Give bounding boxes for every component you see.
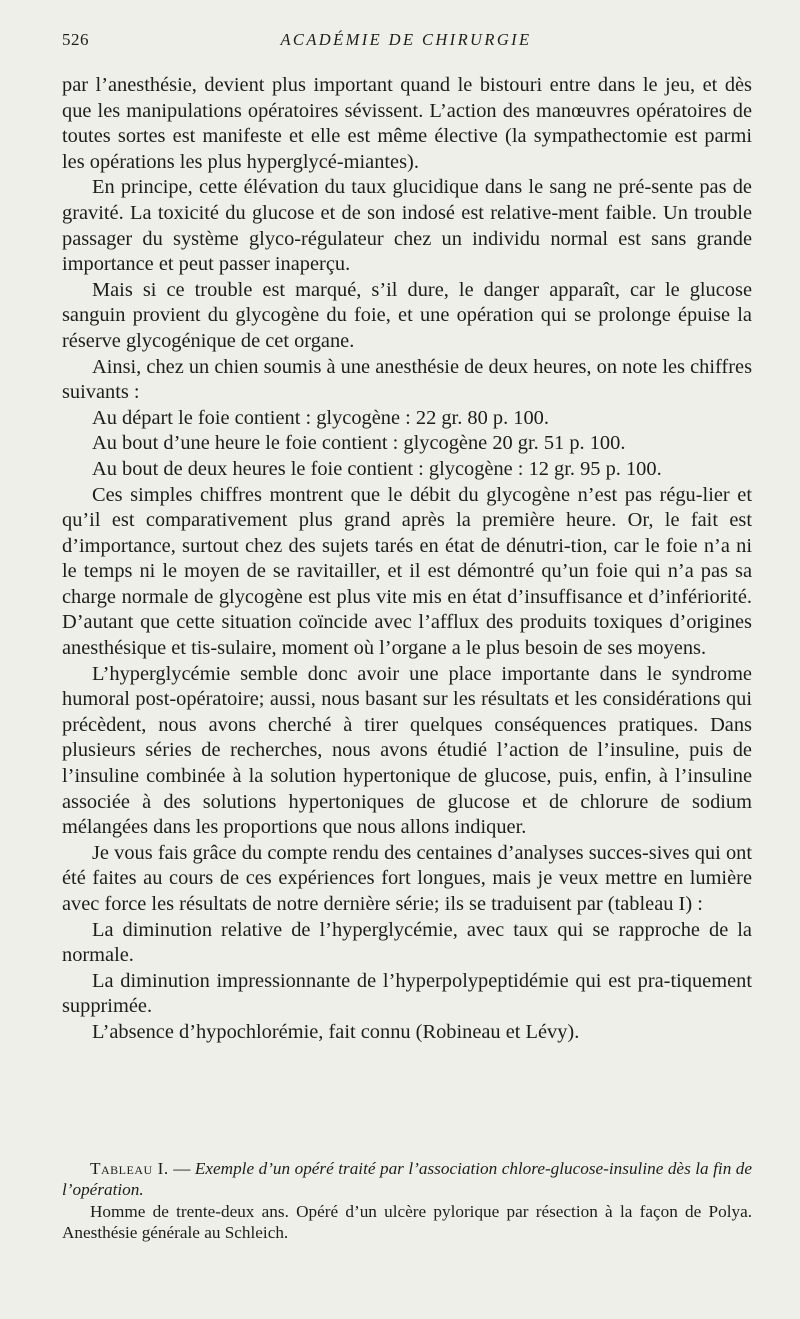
data-line: Au bout de deux heures le foie contient : glycogène : 12 gr. 95 p. 100. — [92, 457, 662, 480]
paragraph: Je vous fais grâce du compte rendu des centaines d’analyses succes-sives qui ont été faites au cours de ces expériences fort longues, mais je veux mettre en lumière avec force les résultats de notre dernière série; ils se traduisent par (tableau I) : — [62, 841, 752, 915]
paragraph: En principe, cette élévation du taux glucidique dans le sang ne pré-sente pas de gravité. La toxicité du glucose et de son indosé est relative-ment faible. Un trouble passager du système glyco-régulateur chez un individu normal est sans grande importance et peut passer inaperçu. — [62, 176, 752, 276]
running-title: ACADÉMIE DE CHIRURGIE — [280, 30, 532, 49]
caption-dash: — — [168, 1159, 195, 1178]
data-line: Au départ le foie contient : glycogène : 22 gr. 80 p. 100. — [92, 406, 549, 429]
paragraph: L’hyperglycémie semble donc avoir une place importante dans le syndrome humoral post-opératoire; aussi, nous basant sur les résultats et les considérations qui précèdent, nous avons cherché à tirer quelques conséquences pratiques. Dans plusieurs séries de recherches, nous avons étudié l’action de l’insuline, puis de l’insuline combinée à la solution hypertonique de glucose, puis, enfin, à l’insuline associée à des solutions hypertoniques de glucose et de chlorure de sodium mélangées dans les proportions que nous allons indiquer. — [62, 662, 752, 839]
table-caption — [62, 1158, 752, 1243]
paragraph: Ainsi, chez un chien soumis à une anesthésie de deux heures, on note les chiffres suivants : — [62, 355, 752, 404]
caption-label: Tableau I. — [90, 1159, 169, 1178]
caption-detail: Homme de trente-deux ans. Opéré d’un ulcère pylorique par résection à la façon de Polya. Anesthésie générale au Schleich. — [62, 1201, 752, 1242]
body-text — [62, 73, 752, 1046]
paragraph: La diminution relative de l’hyperglycémie, avec taux qui se rapproche de la normale. — [62, 918, 752, 967]
caption-heading — [62, 1158, 752, 1201]
page-number: 526 — [62, 30, 89, 49]
paragraph: par l’anesthésie, devient plus important quand le bistouri entre dans le jeu, et dès que les manipulations opératoires sévissent. L’action des manœuvres opératoires de toutes sortes est manifeste et elle est même élective (la sympathectomie est parmi les opérations les plus hyperglycé-miantes). — [62, 74, 752, 173]
page-header — [62, 30, 750, 54]
paragraph: Ces simples chiffres montrent que le débit du glycogène n’est pas régu-lier et qu’il est comparativement plus grand après la première heure. Or, le fait est d’importance, surtout chez des sujets tarés en état de dénutri-tion, car le foie n’a ni le temps ni le moyen de se ravitailler, et il est démontré qu’un foie qui n’a pas sa charge normale de glycogène est plus vite mis en état d’insuffisance et d’infériorité. D’autant que cette situation coïncide avec l’afflux des produits toxiques d’origines anesthésique et tis-sulaire, moment où l’organe a le plus besoin de ses moyens. — [62, 483, 752, 660]
data-line: Au bout d’une heure le foie contient : glycogène 20 gr. 51 p. 100. — [92, 432, 626, 455]
paragraph: La diminution impressionnante de l’hyperpolypeptidémie qui est pra-tiquement supprimée. — [62, 969, 752, 1018]
paragraph: L’absence d’hypochlorémie, fait connu (Robineau et Lévy). — [92, 1020, 580, 1043]
caption-title: Exemple d’un opéré traité par l’association chlore-glucose-insuline dès la fin de l’opération. — [62, 1159, 753, 1200]
paragraph: Mais si ce trouble est marqué, s’il dure, le danger apparaît, car le glucose sanguin provient du glycogène du foie, et une opération qui se prolonge épuise la réserve glycogénique de cet organe. — [62, 278, 752, 352]
